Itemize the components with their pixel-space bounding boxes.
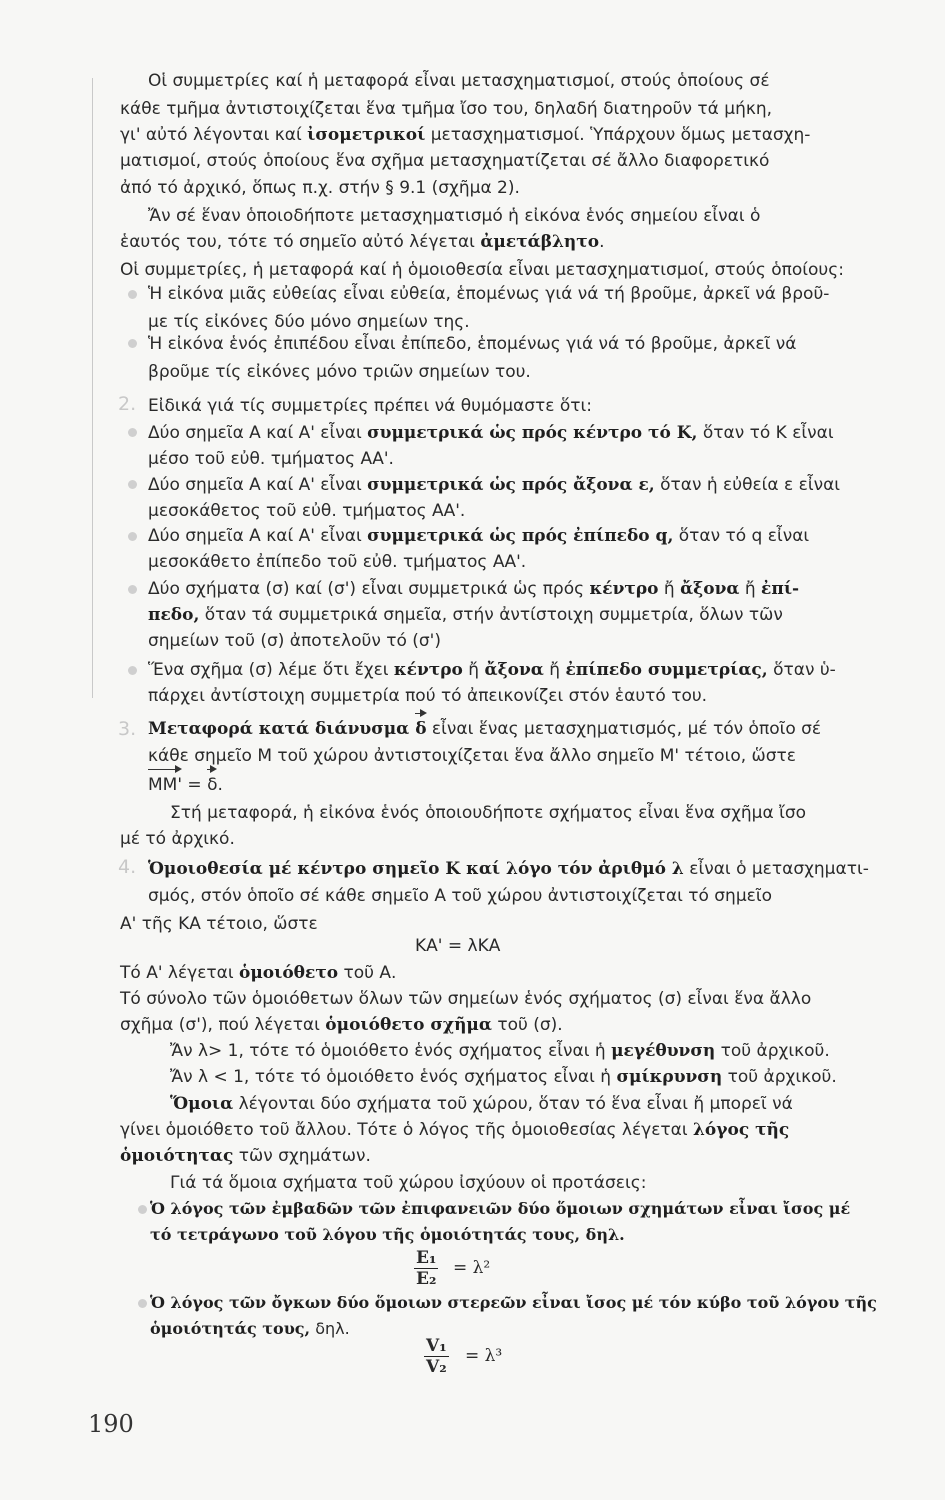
text-line: γι' αὐτό λέγονται καί ἰσομετρικοί μετασχηματισμοί. Ὑπάρχουν ὅμως μετασχη- [120, 125, 811, 145]
text-line: μέ τό ἀρχικό. [120, 829, 235, 849]
section-number: 2. [118, 393, 137, 415]
text-line: ὁμοιότητας τῶν σχημάτων. [120, 1146, 371, 1166]
text-line: Τό σύνολο τῶν ὁμοιόθετων ὅλων τῶν σημείων ἑνός σχήματος (σ) εἶναι ἕνα ἄλλο [120, 989, 812, 1009]
bullet-icon [128, 532, 137, 541]
text-line: βροῦμε τίς εἰκόνες μόνο τριῶν σημείων του. [148, 362, 531, 382]
text-line: Δύο σχήματα (σ) καί (σ') εἶναι συμμετρικά ὡς πρός κέντρο ἤ ἄξονα ἤ ἐπί- [148, 579, 800, 599]
text-line: με τίς εἰκόνες δύο μόνο σημείων της. [148, 312, 470, 332]
text-line: Δύο σημεῖα Α καί Α' εἶναι συμμετρικά ὡς πρός κέντρο τό Κ, ὅταν τό Κ εἶναι [148, 423, 834, 443]
text-line: μέσο τοῦ εὐθ. τμήματος ΑΑ'. [148, 449, 394, 469]
bullet-icon [128, 666, 137, 675]
text-line: Δύο σημεῖα Α καί Α' εἶναι συμμετρικά ὡς πρός ἐπίπεδο q, ὅταν τό q εἶναι [148, 526, 810, 546]
text-line: Ὁ λόγος τῶν ὄγκων δύο ὅμοιων στερεῶν εἶναι ἴσος μέ τόν κύβο τοῦ λόγου τῆς [150, 1293, 877, 1312]
text-line: Μεταφορά κατά διάνυσμα δ εἶναι ἕνας μετασχηματισμός, μέ τόν ὁποῖο σέ [148, 719, 822, 739]
formula-area-ratio: $\frac{\text{E₁}}{\text{E₂}}$ [416, 1248, 437, 1289]
text-line: ἑαυτός του, τότε τό σημεῖο αὐτό λέγεται ἀμετάβλητο. [120, 232, 605, 252]
text-line: τό τετράγωνο τοῦ λόγου τῆς ὁμοιότητάς τους, δηλ. [150, 1225, 625, 1244]
formula-area-rhs: = λ² [453, 1258, 491, 1278]
text-line: πεδο, ὅταν τά συμμετρικά σημεῖα, στήν ἀντίστοιχη συμμετρία, ὅλων τῶν [148, 605, 783, 625]
text-line: ἀπό τό ἀρχικό, ὅπως π.χ. στήν § 9.1 (σχῆμα 2). [120, 178, 520, 198]
page-number: 190 [88, 1410, 134, 1438]
bullet-icon [128, 428, 137, 437]
text-line: σμός, στόν ὁποῖο σέ κάθε σημεῖο Α τοῦ χώρου ἀντιστοιχίζεται τό σημεῖο [148, 886, 772, 906]
section-number: 3. [118, 718, 137, 740]
text-line: Ἕνα σχῆμα (σ) λέμε ὅτι ἔχει κέντρο ἤ ἄξονα ἤ ἐπίπεδο συμμετρίας, ὅταν ὑ- [148, 660, 836, 680]
text-line: ΜΜ' = δ. [148, 775, 223, 795]
section-number: 4. [118, 856, 137, 878]
bullet-icon [138, 1299, 147, 1308]
text-line: κάθε τμῆμα ἀντιστοιχίζεται ἕνα τμῆμα ἴσο του, δηλαδή διατηροῦν τά μήκη, [120, 99, 773, 119]
text-line: πάρχει ἀντίστοιχη συμμετρία πού τό ἀπεικονίζει στόν ἑαυτό του. [148, 686, 708, 706]
text-line: Ὅμοια λέγονται δύο σχήματα τοῦ χώρου, ὅταν τό ἕνα εἶναι ἤ μπορεῖ νά [170, 1094, 793, 1114]
text-line: κάθε σημεῖο Μ τοῦ χώρου ἀντιστοιχίζεται ἕνα ἄλλο σημεῖο Μ' τέτοιο, ὥστε [148, 746, 796, 766]
text-line: ὁμοιότητάς τους, δηλ. [150, 1319, 350, 1338]
formula-volume-rhs: = λ³ [465, 1346, 503, 1366]
text-line: Ἄν λ < 1, τότε τό ὁμοιόθετο ἑνός σχήματος εἶναι ἡ σμίκρυνση τοῦ ἀρχικοῦ. [170, 1067, 837, 1087]
text-line: Ἡ εἰκόνα ἑνός ἐπιπέδου εἶναι ἐπίπεδο, ἑπομένως γιά νά τό βροῦμε, ἀρκεῖ νά [148, 334, 797, 354]
bullet-icon [138, 1205, 147, 1214]
bullet-icon [128, 480, 137, 489]
formula-ka: ΚΑ' = λΚΑ [415, 936, 501, 956]
text-line: ματισμοί, στούς ὁποίους ἕνα σχῆμα μετασχηματίζεται σέ ἄλλο διαφορετικό [120, 151, 770, 171]
text-line: Ὁ λόγος τῶν ἐμβαδῶν τῶν ἐπιφανειῶν δύο ὅμοιων σχημάτων εἶναι ἴσος μέ [150, 1199, 851, 1218]
text-line: Ἄν σέ ἕναν ὁποιοδήποτε μετασχηματισμό ἡ εἰκόνα ἑνός σημείου εἶναι ὁ [148, 206, 761, 226]
text-line: σημείων τοῦ (σ) ἀποτελοῦν τό (σ') [148, 631, 441, 651]
text-line: Γιά τά ὅμοια σχήματα τοῦ χώρου ἰσχύουν οἱ προτάσεις: [170, 1173, 647, 1193]
text-line: Εἰδικά γιά τίς συμμετρίες πρέπει νά θυμόμαστε ὅτι: [148, 396, 592, 416]
text-line: Ὁμοιοθεσία μέ κέντρο σημεῖο Κ καί λόγο τόν ἀριθμό λ εἶναι ὁ μετασχηματι- [148, 859, 869, 879]
text-line: Ἡ εἰκόνα μιᾶς εὐθείας εἶναι εὐθεία, ἑπομένως γιά νά τή βροῦμε, ἀρκεῖ νά βροῦ- [148, 284, 830, 304]
text-line: μεσοκάθετος τοῦ εὐθ. τμήματος ΑΑ'. [148, 501, 466, 521]
text-line: Δύο σημεῖα Α καί Α' εἶναι συμμετρικά ὡς πρός ἄξονα ε, ὅταν ἡ εὐθεία ε εἶναι [148, 475, 841, 495]
text-line: Ἄν λ> 1, τότε τό ὁμοιόθετο ἑνός σχήματος εἶναι ἡ μεγέθυνση τοῦ ἀρχικοῦ. [170, 1041, 830, 1061]
formula-volume-ratio: $\frac{\text{V₁}}{\text{V₂}}$ [426, 1336, 447, 1377]
text-line: Οἱ συμμετρίες, ἡ μεταφορά καί ἡ ὁμοιοθεσία εἶναι μετασχηματισμοί, στούς ὁποίους: [120, 260, 844, 280]
text-line: σχῆμα (σ'), πού λέγεται ὁμοιόθετο σχῆμα τοῦ (σ). [120, 1015, 563, 1035]
bullet-icon [128, 585, 137, 594]
text-line: Α' τῆς ΚΑ τέτοιο, ὥστε [120, 914, 318, 934]
margin-rule [92, 78, 93, 698]
text-line: Οἱ συμμετρίες καί ἡ μεταφορά εἶναι μετασχηματισμοί, στούς ὁποίους σέ [148, 71, 770, 91]
text-line: Τό Α' λέγεται ὁμοιόθετο τοῦ Α. [120, 963, 397, 983]
bullet-icon [128, 290, 137, 299]
text-line: Στή μεταφορά, ἡ εἰκόνα ἑνός ὁποιουδήποτε σχήματος εἶναι ἕνα σχῆμα ἴσο [170, 803, 807, 823]
text-line: γίνει ὁμοιόθετο τοῦ ἄλλου. Τότε ὁ λόγος τῆς ὁμοιοθεσίας λέγεται λόγος τῆς [120, 1120, 790, 1140]
text-line: μεσοκάθετο ἐπίπεδο τοῦ εὐθ. τμήματος ΑΑ'. [148, 552, 527, 572]
bullet-icon [128, 339, 137, 348]
